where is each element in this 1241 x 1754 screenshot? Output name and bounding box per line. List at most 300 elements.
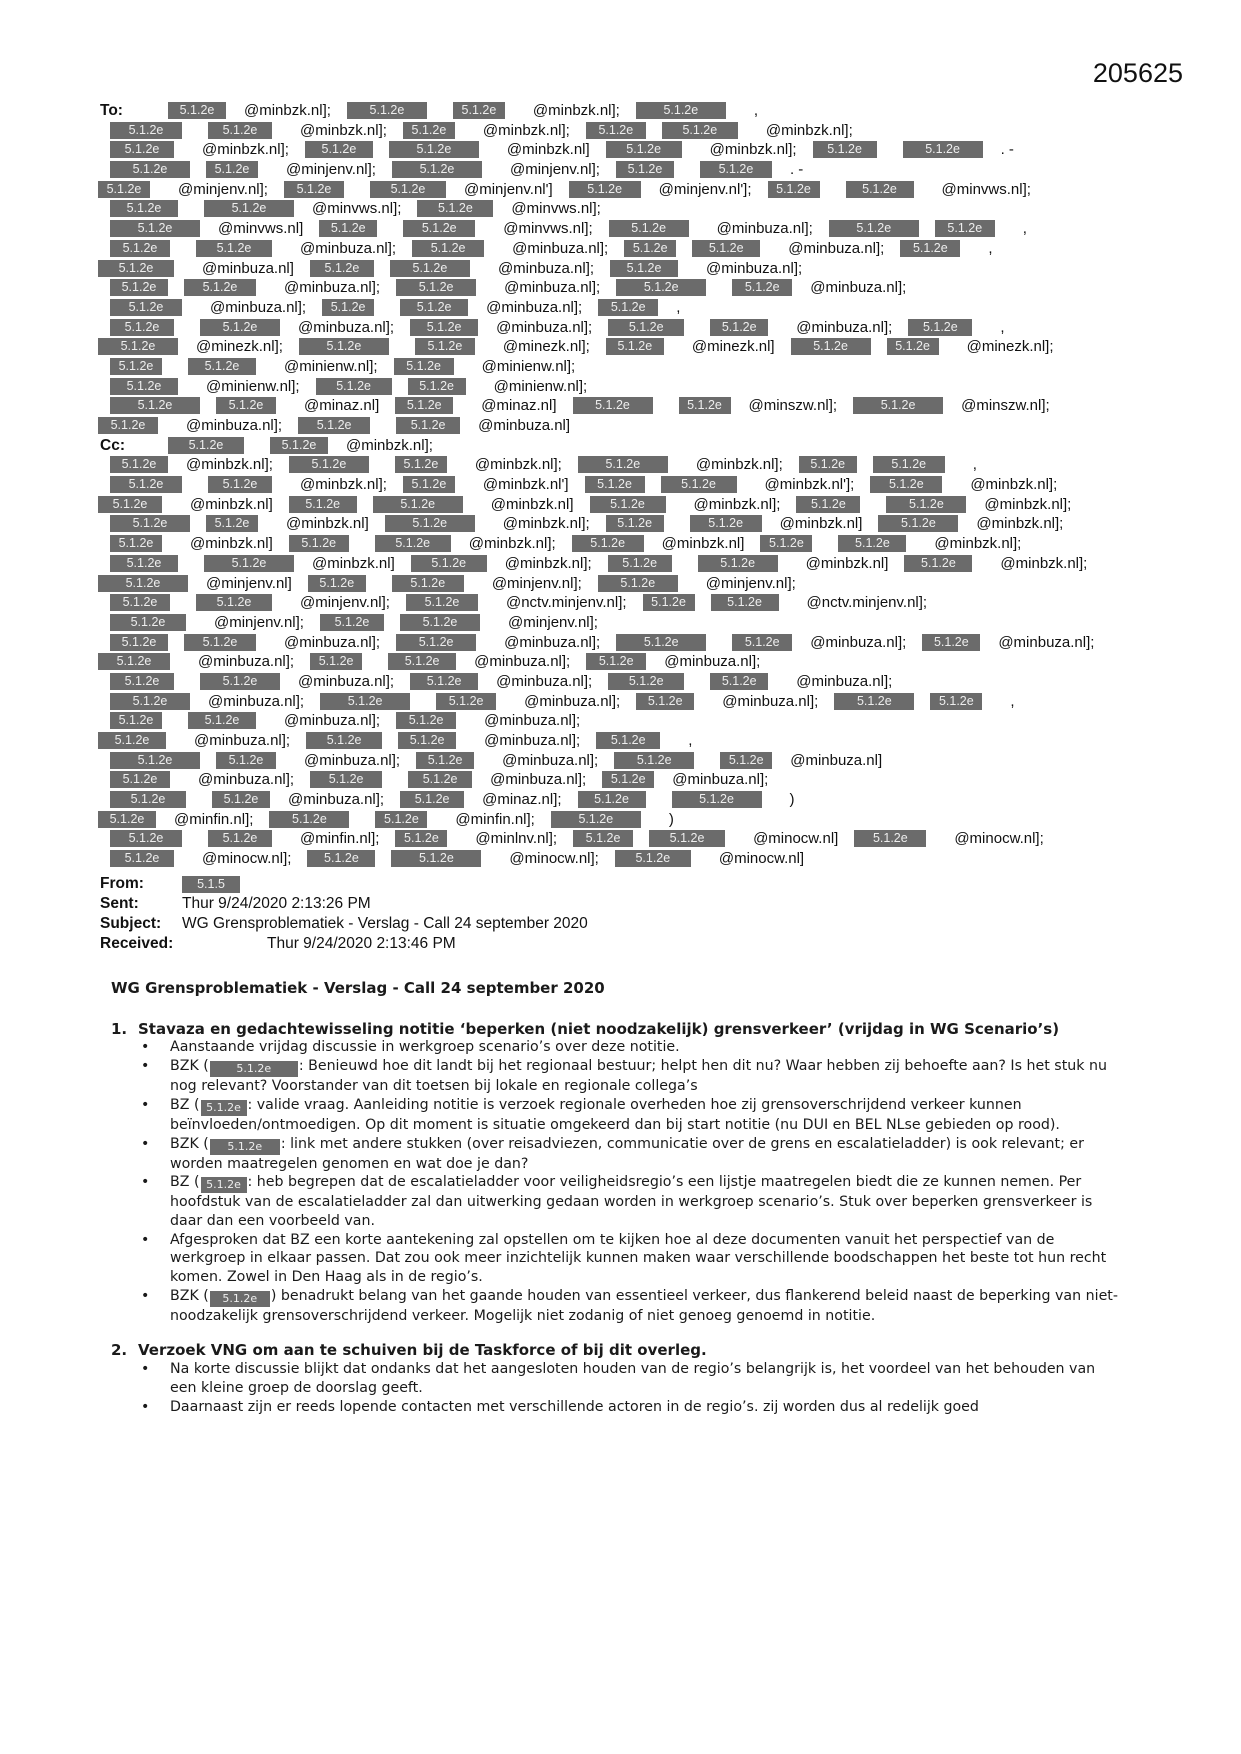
- redaction-box: 5.1.2e: [310, 771, 382, 788]
- recipient-domain: @minbuza.nl];: [298, 672, 395, 690]
- recipient-domain: @minbuza.nl];: [210, 298, 307, 316]
- redaction-box: 5.1.2e: [310, 653, 362, 670]
- list-item-text: : valide vraag. Aanleiding notitie is verzoek regionale overheden hoe zij grensoverschrijdend verkeer kunnen beïnvloeden/ontmoedigen. Op dit moment is situatie omgekeerd dan bij start notitie (nu DUI en BEL NLse gebieden op rood).: [170, 1096, 1060, 1133]
- recipient-domain: @minjenv.nl];: [705, 574, 796, 592]
- recipient-domain: @minjenv.nl];: [178, 180, 268, 198]
- redaction-box: 5.1.2e: [375, 811, 427, 828]
- redaction-box: 5.1.2e: [375, 535, 451, 552]
- recipient-domain: @minbzk.nl]: [805, 554, 889, 572]
- recipient-domain: @minbzk.nl];: [934, 535, 1022, 553]
- recipient-row: [98, 101, 1158, 121]
- redaction-box: 5.1.2e: [306, 732, 382, 749]
- list-item: [170, 1096, 1121, 1135]
- redaction-box: 5.1.2e: [410, 673, 478, 690]
- redaction-box: 5.1.2e: [672, 791, 762, 808]
- from-value: [182, 875, 240, 893]
- recipient-domain: @minbuza.nl];: [496, 318, 593, 336]
- redaction-box: 5.1.2e: [838, 535, 906, 552]
- redaction-box: 5.1.2e: [679, 397, 731, 414]
- redaction-box: 5.1.2e: [624, 240, 676, 257]
- list-item-text: Na korte discussie blijkt dat ondanks dat het aangesloten houden van de regio’s belangrijk is, het voordeel van het behouden van een kleine groep de doorslag geeft.: [170, 1361, 1096, 1396]
- recipient-domain: @minbuza.nl];: [810, 633, 907, 651]
- recipient-domain: @minjenv.nl];: [286, 161, 376, 179]
- redaction-box: 5.1.2e: [698, 555, 778, 572]
- recipient-domain: @minbzk.nl'];: [764, 476, 855, 494]
- recipient-row: [98, 514, 1158, 534]
- redaction-box: 5.1.2e: [578, 456, 668, 473]
- redaction-box: 5.1.2e: [110, 594, 170, 611]
- recipient-domain: @minszw.nl];: [748, 397, 838, 415]
- redaction-box: 5.1.2e: [110, 200, 178, 217]
- recipient-row: [98, 534, 1158, 554]
- redaction-box: 5.1.2e: [184, 634, 256, 651]
- redaction-box: 5.1.2e: [887, 338, 939, 355]
- recipients-block: [98, 101, 1158, 869]
- subject-value: WG Grensproblematiek - Verslag - Call 24 september 2020: [182, 915, 588, 932]
- recipient-domain: @minienw.nl];: [493, 377, 588, 395]
- recipient-row: [98, 396, 1158, 416]
- recipient-row: [98, 121, 1158, 141]
- recipient-domain: @minbuza.nl];: [484, 732, 581, 749]
- redaction-box: 5.1.2e: [289, 535, 349, 552]
- recipient-entries: [98, 239, 1158, 259]
- redaction-box: 5.1.2e: [110, 673, 174, 690]
- list-item: [170, 1057, 1121, 1096]
- recipient-domain: @minbuza.nl];: [502, 751, 599, 769]
- recipient-domain: @minbzk.nl];: [532, 102, 620, 119]
- redaction-box: 5.1.2e: [289, 456, 369, 473]
- recipient-domain: @minbuza.nl];: [496, 672, 593, 690]
- recipient-domain: @minbzk.nl]: [506, 141, 590, 159]
- redaction-box: 5.1.2e: [319, 220, 377, 237]
- recipient-entries: [98, 770, 1158, 790]
- recipient-domain: @minbuza.nl];: [497, 259, 595, 277]
- recipient-row: [98, 318, 1158, 338]
- redaction-box: 5.1.2e: [636, 102, 726, 119]
- list-item: [170, 1038, 1121, 1057]
- list-item-text: BZK (: [170, 1058, 209, 1075]
- redaction-box: 5.1.2e: [636, 693, 694, 710]
- redaction-box: 5.1.2e: [616, 634, 706, 651]
- redaction-box: 5.1.2e: [98, 653, 170, 670]
- recipient-domain: @minjenv.nl];: [509, 161, 600, 179]
- recipient-domain: @minbzk.nl];: [765, 121, 853, 139]
- list-item: [170, 1360, 1121, 1397]
- recipient-domain: @minbuza.nl];: [796, 318, 893, 336]
- redaction-box: 5.1.2e: [403, 122, 455, 139]
- redaction-box: 5.1.2e: [416, 752, 474, 769]
- received-field: [100, 935, 456, 953]
- recipient-domain: @minbzk.nl]: [490, 495, 574, 513]
- recipient-domain: @minbuza.nl]: [478, 417, 571, 434]
- recipient-domain: @minaz.nl]: [481, 397, 557, 415]
- redaction-box: 5.1.2e: [395, 456, 447, 473]
- redaction-box: 5.1.2e: [853, 397, 943, 414]
- redaction-box: 5.1.2e: [900, 240, 960, 257]
- recipient-row: [98, 652, 1158, 672]
- redaction-box: 5.1.2e: [608, 673, 684, 690]
- redaction-box: 5.1.2e: [110, 220, 200, 237]
- redaction-box: 5.1.2e: [412, 240, 484, 257]
- redaction-box: 5.1.2e: [389, 141, 479, 158]
- redaction-box: 5.1.2e: [110, 535, 162, 552]
- recipient-row: [98, 810, 1158, 830]
- redaction-box: 5.1.2e: [606, 141, 682, 158]
- redaction-box: 5.1.2e: [168, 437, 244, 454]
- redaction-box: 5.1.2e: [98, 811, 156, 828]
- recipient-domain: @minjenv.nl];: [491, 574, 582, 592]
- redaction-box: 5.1.2e: [394, 358, 454, 375]
- recipient-row: [98, 475, 1158, 495]
- redaction-box: 5.1.2e: [385, 515, 475, 532]
- redaction-box: 5.1.2e: [200, 673, 280, 690]
- redaction-box: 5.1.2e: [720, 752, 772, 769]
- redaction-box: 5.1.2e: [110, 850, 174, 867]
- redaction-box: 5.1.2e: [110, 378, 178, 395]
- recipient-domain: @minvws.nl]: [218, 220, 304, 238]
- redaction-box: 5.1.2e: [208, 476, 272, 493]
- recipient-domain: @minbzk.nl];: [244, 102, 331, 119]
- recipient-row: [98, 593, 1158, 613]
- recipient-domain: @minbuza.nl];: [706, 259, 803, 277]
- from-label: From:: [100, 875, 144, 892]
- redaction-box: 5.1.2e: [854, 830, 926, 847]
- redaction-box: 5.1.2e: [322, 299, 374, 316]
- recipient-row: [98, 455, 1158, 475]
- redaction-box: 5.1.2e: [269, 811, 349, 828]
- recipient-domain: @minbuza.nl];: [672, 771, 769, 789]
- redaction-box: 5.1.2e: [551, 811, 641, 828]
- redaction-box: 5.1.2e: [711, 594, 779, 611]
- recipient-row: [98, 751, 1158, 771]
- recipient-domain: ,: [1000, 318, 1005, 336]
- recipient-domain: @minienw.nl];: [284, 357, 378, 375]
- redaction-box: 5.1.2e: [614, 752, 694, 769]
- section-number: 2.: [111, 1341, 128, 1360]
- recipient-domain: @minszw.nl];: [961, 397, 1050, 415]
- redaction-box: 5.1.2e: [799, 456, 857, 473]
- recipient-entries: [98, 475, 1158, 495]
- body-title: WG Grensproblematiek - Verslag - Call 24 september 2020: [111, 979, 605, 997]
- redaction-box: 5.1.2e: [436, 693, 496, 710]
- redaction-box: 5.1.2e: [796, 496, 860, 513]
- recipient-domain: @minjenv.nl];: [507, 613, 598, 631]
- recipient-entries: [98, 357, 1158, 377]
- recipient-domain: @minfin.nl];: [455, 810, 535, 828]
- redaction-box: 5.1.2e: [392, 161, 482, 178]
- redaction-box: 5.1.2e: [390, 260, 470, 277]
- redaction-box: 5.1.2e: [813, 141, 877, 158]
- recipient-domain: @minbzk.nl];: [695, 456, 783, 474]
- section-2-heading: [111, 1341, 1121, 1360]
- recipient-row: [98, 160, 1158, 180]
- list-item: [170, 1231, 1121, 1287]
- recipient-domain: @minbuza.nl]: [202, 259, 294, 277]
- redaction-box: 5.1.2e: [903, 141, 983, 158]
- redaction-box: 5.1.2e: [188, 712, 256, 729]
- recipient-domain: ): [789, 791, 795, 809]
- recipient-domain: @minienw.nl];: [206, 377, 300, 395]
- recipient-domain: @minbzk.nl];: [502, 515, 590, 533]
- redaction-box: 5.1.2e: [110, 240, 170, 257]
- redaction-box: 5.1.2e: [602, 771, 654, 788]
- recipient-row: [98, 770, 1158, 790]
- redaction-box: 5.1.2e: [392, 575, 464, 592]
- redaction-box: 5.1.2e: [110, 614, 186, 631]
- received-label: Received:: [100, 935, 174, 952]
- redaction-box: 5.1.2e: [316, 378, 392, 395]
- redaction-box: 5.1.2e: [370, 181, 446, 198]
- redaction-box: 5.1.2e: [98, 260, 174, 277]
- recipient-domain: @minbzk.nl];: [504, 554, 592, 572]
- redaction-box: 5.1.2e: [206, 515, 258, 532]
- redaction-box: 5.1.2e: [403, 220, 475, 237]
- recipient-entries: [98, 574, 1158, 594]
- recipient-domain: @minbuza.nl];: [810, 279, 907, 297]
- redaction-box: 5.1.2e: [586, 653, 646, 670]
- redaction-box: 5.1.2e: [606, 338, 664, 355]
- redaction-box: 5.1.2e: [188, 358, 256, 375]
- recipient-domain: ,: [676, 298, 681, 316]
- redaction-box: 5.1.2e: [598, 575, 678, 592]
- list-item-text: Daarnaast zijn er reeds lopende contacten met verschillende actoren in de regio’s. zij worden dus al redelijk goed: [170, 1398, 979, 1415]
- recipient-domain: @minbuza.nl];: [998, 633, 1095, 651]
- recipient-domain: @minvws.nl];: [941, 180, 1031, 198]
- redaction-box: 5.1.2e: [110, 752, 200, 769]
- redaction-box: 5.1.2e: [398, 732, 456, 749]
- redaction-box: 5.1.2e: [873, 456, 945, 473]
- recipient-entries: [98, 613, 1158, 633]
- redaction-box: 5.1.2e: [846, 181, 914, 198]
- recipient-entries: [98, 396, 1158, 416]
- message-body: [111, 979, 1121, 1416]
- recipient-row: [98, 692, 1158, 712]
- recipient-row: [98, 239, 1158, 259]
- recipient-domain: @minbzk.nl]: [779, 515, 863, 533]
- recipient-domain: @minbzk.nl];: [300, 121, 387, 139]
- redaction-box: 5.1.2e: [585, 476, 645, 493]
- redaction-box: 5.1.2e: [396, 712, 456, 729]
- recipient-domain: @minbuza.nl];: [524, 692, 621, 710]
- redaction-box: 5.1.2e: [598, 299, 658, 316]
- redaction-box: 5.1.2e: [662, 122, 738, 139]
- redaction-box: 5.1.2e: [208, 122, 272, 139]
- redaction-box: 5.1.2e: [284, 181, 344, 198]
- recipient-entries: [98, 101, 1158, 121]
- list-item-text: BZK (: [170, 1135, 209, 1152]
- redaction-box: 5.1.2e: [200, 319, 280, 336]
- section-number: 1.: [111, 1019, 128, 1038]
- redaction-box: 5.1.2e: [270, 437, 328, 454]
- section-1-list: [111, 1038, 1121, 1325]
- redaction-box: 5.1.2e: [649, 830, 725, 847]
- recipient-row: [98, 829, 1158, 849]
- recipient-domain: @minocw.nl];: [202, 850, 292, 868]
- redaction-box: 5.1.2e: [710, 319, 768, 336]
- redaction-box: 5.1.2e: [415, 338, 475, 355]
- recipient-row: [98, 259, 1158, 279]
- redaction-box: 5.1.2e: [110, 279, 168, 296]
- recipient-domain: @minbuza.nl];: [484, 712, 581, 730]
- recipient-domain: @minbzk.nl]: [190, 535, 273, 553]
- redaction-box: 5.1.2e: [760, 535, 812, 552]
- redaction-box: 5.1.2e: [930, 693, 982, 710]
- redaction-box: 5.1.2e: [573, 397, 653, 414]
- recipient-domain: @minbzk.nl];: [202, 141, 289, 159]
- redaction-box: 5.1.2e: [395, 397, 453, 414]
- redaction-box: 5.1.2e: [768, 181, 820, 198]
- redaction-box: 5.1.2e: [395, 830, 447, 847]
- recipient-domain: @minbuza.nl];: [198, 771, 295, 789]
- recipient-entries: [98, 829, 1158, 849]
- recipient-domain: @minaz.nl]: [304, 397, 380, 415]
- subject-label: Subject:: [100, 915, 162, 932]
- recipient-domain: @minvws.nl];: [312, 200, 402, 218]
- redaction-box: 5.1.2e: [204, 200, 294, 217]
- redaction-box: 5.1.2e: [572, 535, 644, 552]
- redaction-box: 5.1.2e: [320, 693, 410, 710]
- recipient-domain: @minjenv.nl];: [300, 594, 390, 612]
- redaction-box: 5.1.2e: [408, 378, 466, 395]
- redaction-box: 5.1.2e: [289, 496, 357, 513]
- redaction-box: 5.1.2e: [204, 555, 294, 572]
- recipient-row: [98, 219, 1158, 239]
- recipient-domain: ,: [753, 102, 759, 119]
- redaction-box: 5.1.2e: [791, 338, 871, 355]
- redaction-box: 5.1.2e: [610, 260, 678, 277]
- recipient-entries: [98, 121, 1158, 141]
- recipient-domain: @minbuza.nl];: [284, 279, 381, 297]
- list-item-text: ) benadrukt belang van het gaande houden van essentieel verkeer, dus flankerend beleid naast de beperking van niet-noodzakelijk grensoverschrijdend verkeer. Mogelijk niet zodanig of niet genoeg genoemd in notitie.: [170, 1287, 1118, 1324]
- redaction-box: 5.1.2e: [578, 791, 646, 808]
- recipient-domain: @minjenv.nl']: [463, 180, 553, 198]
- redaction-box: 5.1.2e: [411, 555, 487, 572]
- redaction-box: 5.1.2e: [732, 634, 792, 651]
- recipient-domain: @minbuza.nl];: [796, 672, 893, 690]
- redaction-box: 5.1.2e: [400, 791, 464, 808]
- redaction-box: 5.1.5: [182, 876, 240, 893]
- list-item: [170, 1398, 1121, 1417]
- redaction-box: 5.1.2e: [606, 515, 664, 532]
- redaction-box: 5.1.2e: [305, 141, 373, 158]
- list-item-text: BZ (: [170, 1174, 200, 1191]
- section-1-heading: [111, 1020, 1121, 1039]
- recipient-row: [98, 180, 1158, 200]
- redaction-box: 5.1.2e: [396, 634, 476, 651]
- redaction-box: 5.1.2e: [110, 791, 186, 808]
- redaction-box: 5.1.2e: [310, 260, 374, 277]
- redaction-box: 5.1.2e: [643, 594, 695, 611]
- recipient-domain: @minbzk.nl]: [190, 495, 273, 513]
- recipient-entries: [98, 751, 1158, 771]
- redaction-box: 5.1.2e: [110, 515, 190, 532]
- redaction-box: 5.1.2e: [110, 358, 162, 375]
- redaction-box: 5.1.2e: [110, 693, 190, 710]
- recipient-domain: @minocw.nl]: [753, 830, 839, 848]
- redaction-box: 5.1.2e: [210, 1061, 298, 1077]
- redaction-box: 5.1.2e: [206, 161, 258, 178]
- recipient-entries: [98, 278, 1158, 298]
- recipient-domain: @minbzk.nl']: [482, 476, 569, 494]
- sent-label: Sent:: [100, 895, 139, 912]
- redaction-box: 5.1.2e: [373, 496, 463, 513]
- redaction-box: 5.1.2e: [690, 515, 762, 532]
- list-item-text: : Benieuwd hoe dit landt bij het regionaal bestuur; helpt hen dit nu? Waar hebben zij behoefte aan? Is het stuk nu nog relevant? Voorstander van dit toetsen bij lokale en regionale collega’s: [170, 1058, 1107, 1095]
- recipient-domain: @minbzk.nl];: [474, 456, 562, 474]
- redaction-box: 5.1.2e: [196, 240, 272, 257]
- recipient-domain: @minbuza.nl];: [474, 653, 571, 671]
- redaction-box: 5.1.2e: [110, 141, 174, 158]
- redaction-box: 5.1.2e: [922, 634, 980, 651]
- recipient-row: [98, 298, 1158, 318]
- recipient-domain: @minezk.nl];: [196, 338, 283, 356]
- redaction-box: 5.1.2e: [98, 338, 178, 355]
- redaction-box: 5.1.2e: [308, 575, 366, 592]
- redaction-box: 5.1.2e: [886, 496, 966, 513]
- list-item-text: BZ (: [170, 1096, 200, 1113]
- redaction-box: 5.1.2e: [98, 496, 162, 513]
- recipient-domain: @minjenv.nl];: [214, 613, 304, 631]
- recipient-entries: [98, 180, 1158, 200]
- recipient-domain: . -: [789, 161, 804, 179]
- redaction-box: 5.1.2e: [908, 319, 972, 336]
- recipient-domain: @minbuza.nl];: [208, 692, 305, 710]
- redaction-box: 5.1.2e: [732, 279, 792, 296]
- sent-value: Thur 9/24/2020 2:13:26 PM: [182, 895, 371, 912]
- redaction-box: 5.1.2e: [196, 594, 272, 611]
- redaction-box: 5.1.2e: [710, 673, 768, 690]
- recipient-domain: @minezk.nl];: [966, 338, 1054, 356]
- recipient-row: [98, 495, 1158, 515]
- redaction-box: 5.1.2e: [110, 397, 200, 414]
- list-item-text: BZK (: [170, 1287, 209, 1304]
- recipient-domain: @minbuza.nl];: [284, 633, 381, 651]
- recipient-row: [98, 337, 1158, 357]
- redaction-box: 5.1.2e: [616, 161, 674, 178]
- recipient-domain: @minbuza.nl];: [512, 239, 609, 257]
- redaction-box: 5.1.2e: [700, 161, 772, 178]
- recipient-entries: [98, 199, 1158, 219]
- recipient-domain: ,: [972, 456, 977, 474]
- recipient-domain: @minbuza.nl];: [504, 633, 601, 651]
- recipient-domain: ,: [1022, 220, 1027, 238]
- to-label: To:: [100, 101, 127, 121]
- recipient-entries: [98, 652, 1158, 672]
- recipient-row: [98, 199, 1158, 219]
- recipient-domain: @minvws.nl];: [511, 200, 601, 218]
- recipient-domain: @minbuza.nl];: [288, 791, 385, 809]
- redaction-box: 5.1.2e: [608, 555, 672, 572]
- redaction-box: 5.1.2e: [307, 850, 375, 867]
- recipient-domain: @minbzk.nl];: [186, 456, 273, 474]
- redaction-box: 5.1.2e: [403, 476, 455, 493]
- redaction-box: 5.1.2e: [110, 634, 168, 651]
- recipient-domain: ,: [1010, 692, 1015, 710]
- recipient-domain: @minbuza.nl];: [722, 692, 819, 710]
- recipient-row: [98, 711, 1158, 731]
- redaction-box: 5.1.2e: [596, 732, 660, 749]
- recipient-entries: [98, 337, 1158, 357]
- recipient-domain: @minbzk.nl];: [976, 515, 1064, 533]
- redaction-box: 5.1.2e: [569, 181, 641, 198]
- redaction-box: 5.1.2e: [110, 555, 178, 572]
- redaction-box: 5.1.2e: [168, 102, 226, 119]
- list-item-text: Afgesproken dat BZ een korte aantekening zal opstellen om te kijken hoe al deze documenten vanuit het perspectief van de werkgroep in elkaar passen. Dat zou ook meer inzichtelijk kunnen maken waar verschillende boodschappen het beste tot hun recht komen. Zowel in Den Haag als in de regio’s.: [170, 1231, 1107, 1286]
- recipient-entries: [98, 455, 1158, 475]
- recipient-entries: [98, 140, 1158, 160]
- recipient-domain: @minbuza.nl];: [486, 298, 583, 316]
- recipient-domain: @minocw.nl]: [718, 850, 805, 868]
